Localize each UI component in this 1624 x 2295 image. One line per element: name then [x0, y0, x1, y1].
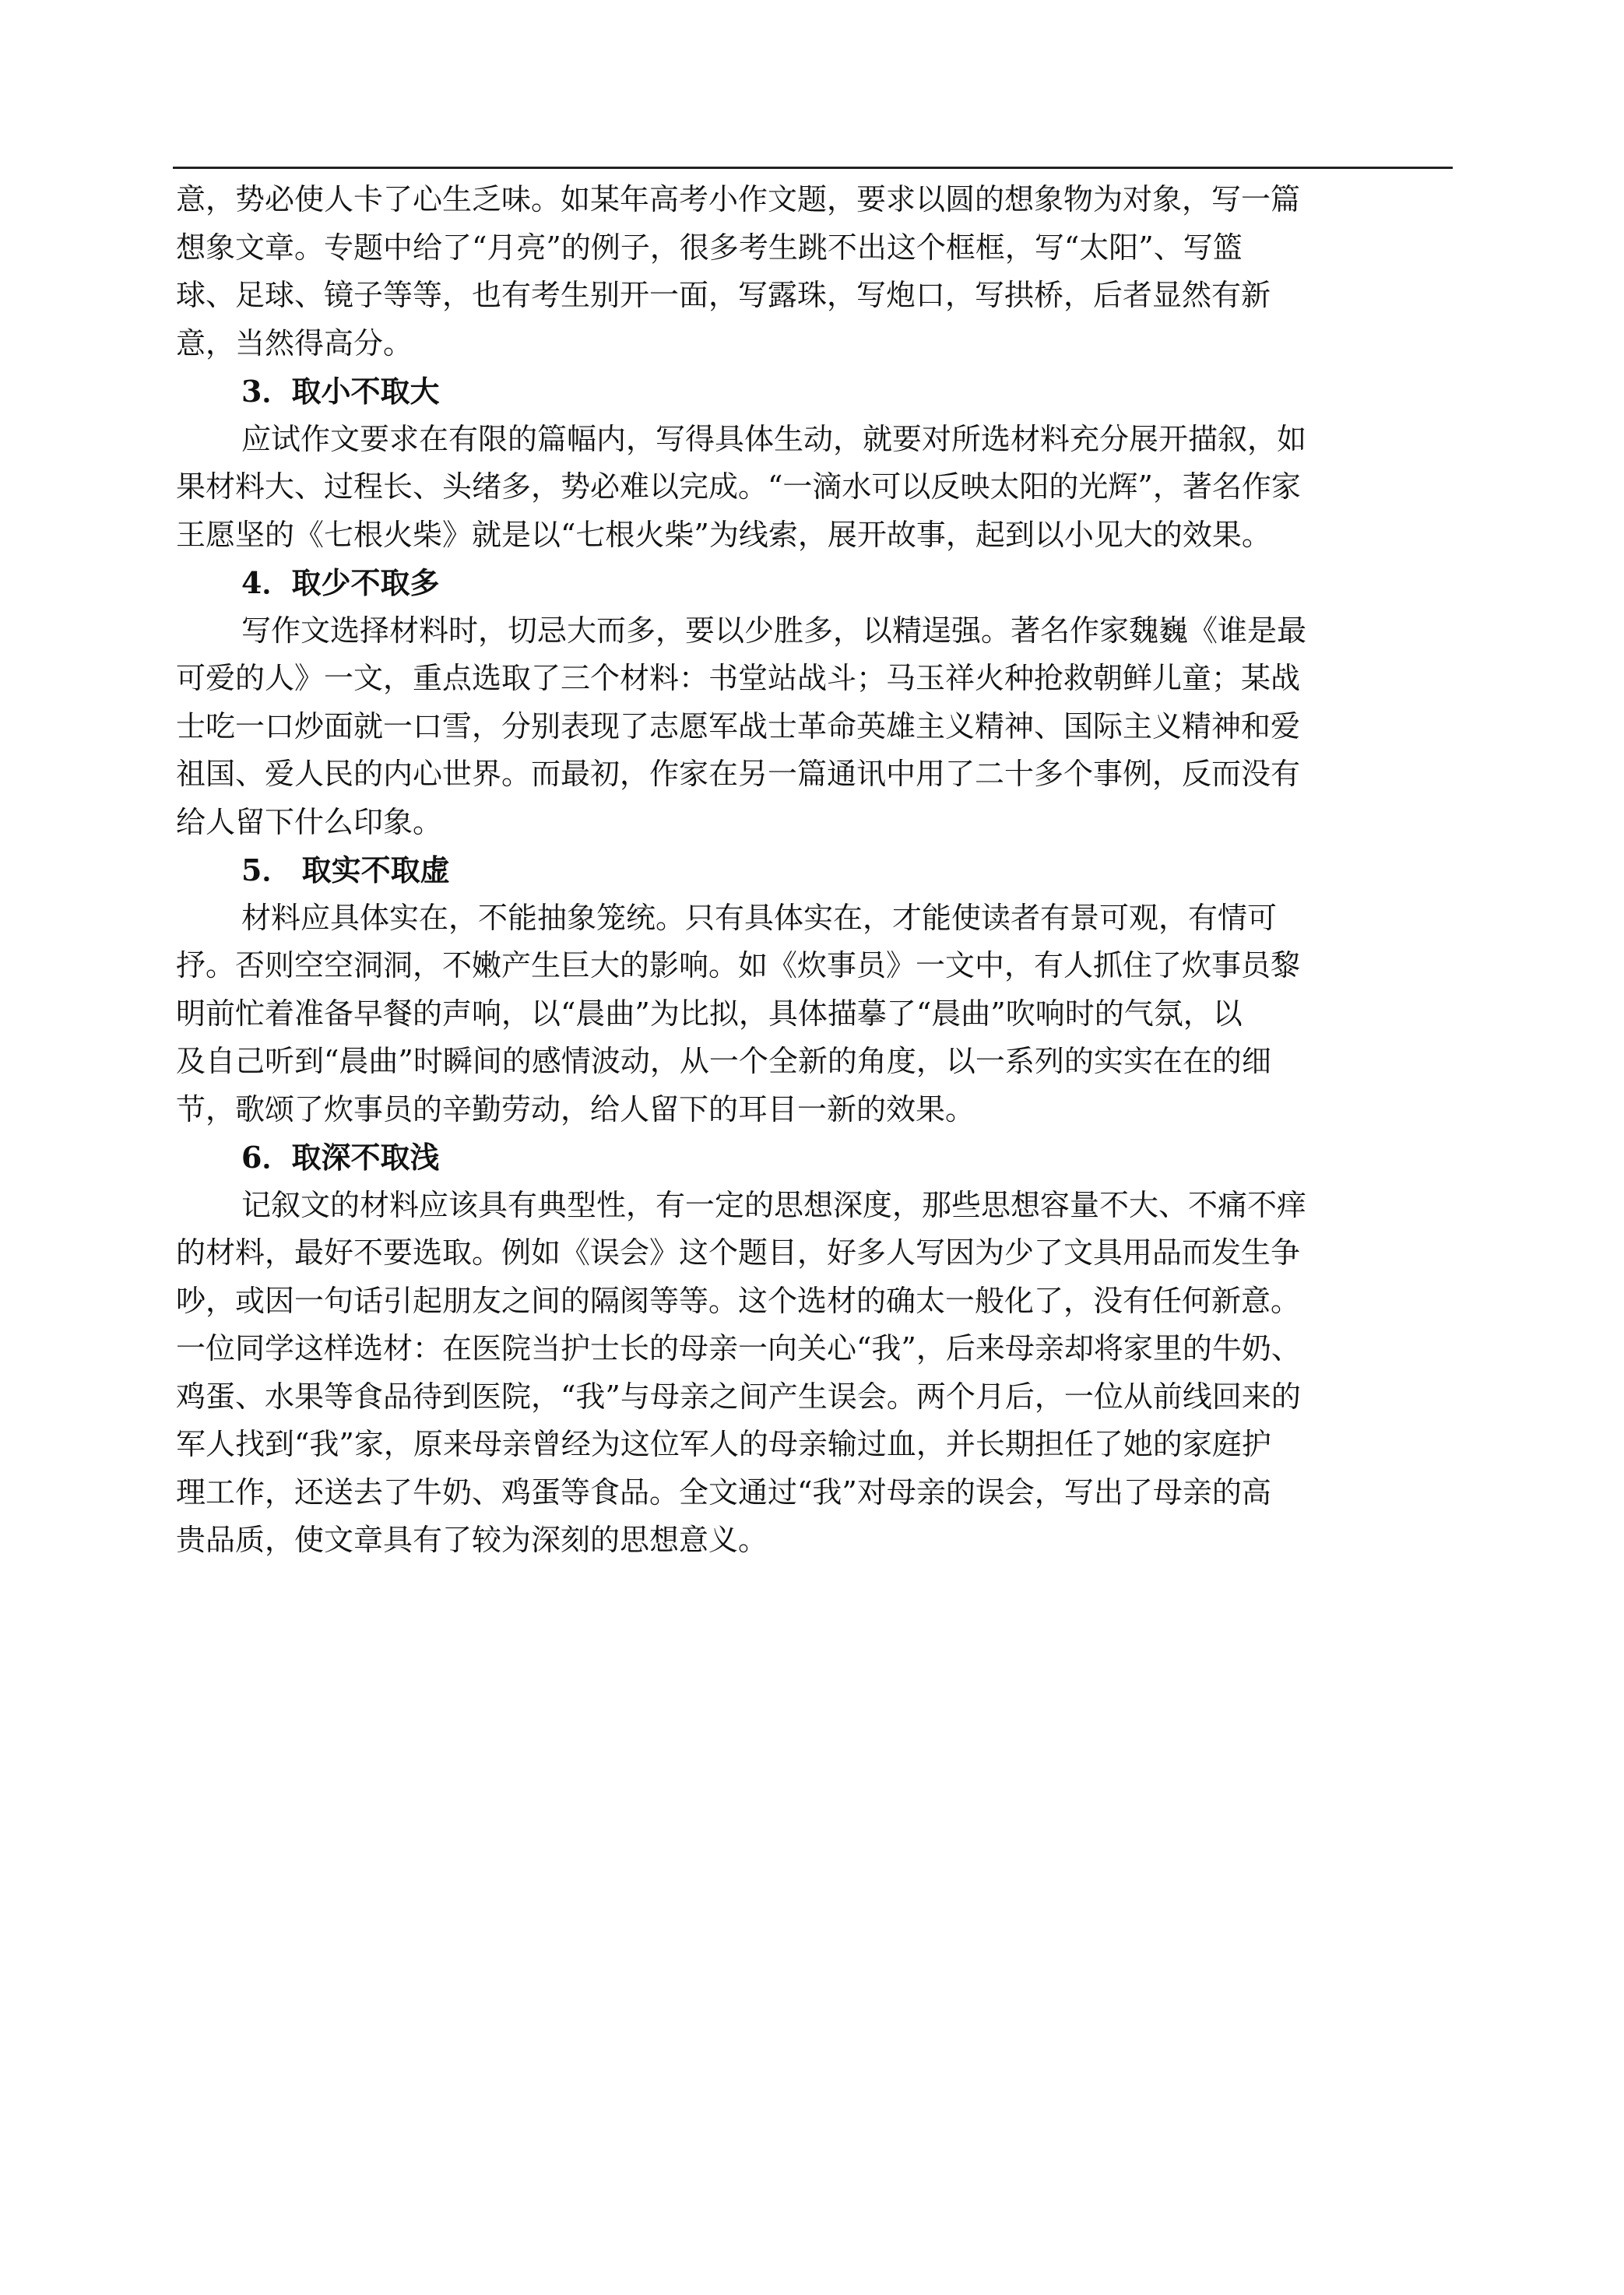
- section-heading-5: 5． 取实不取虚: [241, 852, 450, 887]
- body-line: 贵品质，使文章具有了较为深刻的思想意义。: [176, 1523, 768, 1557]
- paragraph-first-line: 应试作文要求在有限的篇幅内，写得具体生动，就要对所选材料充分展开描叙，如: [241, 421, 1307, 456]
- body-line: 果材料大、过程长、头绪多，势必难以完成。“一滴水可以反映太阳的光辉”，著名作家: [176, 469, 1301, 504]
- body-line: 给人留下什么印象。: [176, 804, 443, 839]
- body-line: 鸡蛋、水果等食品待到医院，“我”与母亲之间产生误会。两个月后，一位从前线回来的: [176, 1379, 1301, 1414]
- body-line: 的材料，最好不要选取。例如《误会》这个题目，好多人写因为少了文具用品而发生争: [176, 1235, 1301, 1270]
- body-line: 球、足球、镜子等等，也有考生别开一面，写露珠，写炮口，写拱桥，后者显然有新: [176, 278, 1271, 312]
- section-heading-6: 6．取深不取浅: [241, 1140, 440, 1175]
- body-line: 吵，或因一句话引起朋友之间的隔阂等等。这个选材的确太一般化了，没有任何新意。: [176, 1283, 1301, 1318]
- body-line: 节，歌颂了炊事员的辛勤劳动，给人留下的耳目一新的效果。: [176, 1091, 975, 1126]
- body-line: 一位同学这样选材：在医院当护士长的母亲一向关心“我”，后来母亲却将家里的牛奶、: [176, 1331, 1301, 1365]
- body-line: 理工作，还送去了牛奶、鸡蛋等食品。全文通过“我”对母亲的误会，写出了母亲的高: [176, 1474, 1271, 1509]
- body-line: 及自己听到“晨曲”时瞬间的感情波动，从一个全新的角度，以一系列的实实在在的细: [176, 1044, 1271, 1078]
- paragraph-first-line: 记叙文的材料应该具有典型性，有一定的思想深度，那些思想容量不大、不痛不痒: [241, 1187, 1307, 1222]
- body-line: 想象文章。专题中给了“月亮”的例子，很多考生跳不出这个框框，写“太阳”、写篮: [176, 230, 1243, 265]
- body-line: 王愿坚的《七根火柴》就是以“七根火柴”为线索，展开故事，起到以小见大的效果。: [176, 517, 1271, 552]
- paragraph-first-line: 写作文选择材料时，切忌大而多，要以少胜多，以精逞强。著名作家魏巍《谁是最: [241, 613, 1307, 648]
- body-line: 可爱的人》一文，重点选取了三个材料：书堂站战斗；马玉祥火种抢救朝鲜儿童；某战: [176, 661, 1301, 695]
- body-line: 明前忙着准备早餐的声响，以“晨曲”为比拟，具体描摹了“晨曲”吹响时的气氛，以: [176, 996, 1243, 1031]
- body-line: 意，当然得高分。: [176, 325, 413, 360]
- paragraph-first-line: 材料应具体实在，不能抽象笼统。只有具体实在，才能使读者有景可观，有情可: [241, 900, 1278, 935]
- body-line: 祖国、爱人民的内心世界。而最初，作家在另一篇通讯中用了二十多个事例，反而没有: [176, 757, 1301, 791]
- body-line: 军人找到“我”家，原来母亲曾经为这位军人的母亲输过血，并长期担任了她的家庭护: [176, 1427, 1271, 1461]
- section-heading-3: 3．取小不取大: [241, 374, 440, 409]
- body-line: 意，势必使人卡了心生乏味。如某年高考小作文题，要求以圆的想象物为对象，写一篇: [176, 182, 1301, 216]
- body-line: 士吃一口炒面就一口雪，分别表现了志愿军战士革命英雄主义精神、国际主义精神和爱: [176, 708, 1301, 743]
- header-rule: [173, 167, 1453, 169]
- document-body: [176, 176, 1437, 1565]
- section-heading-4: 4．取少不取多: [241, 565, 440, 600]
- body-line: 抒。否则空空洞洞，不嫩产生巨大的影响。如《炊事员》一文中，有人抓住了炊事员黎: [176, 948, 1301, 982]
